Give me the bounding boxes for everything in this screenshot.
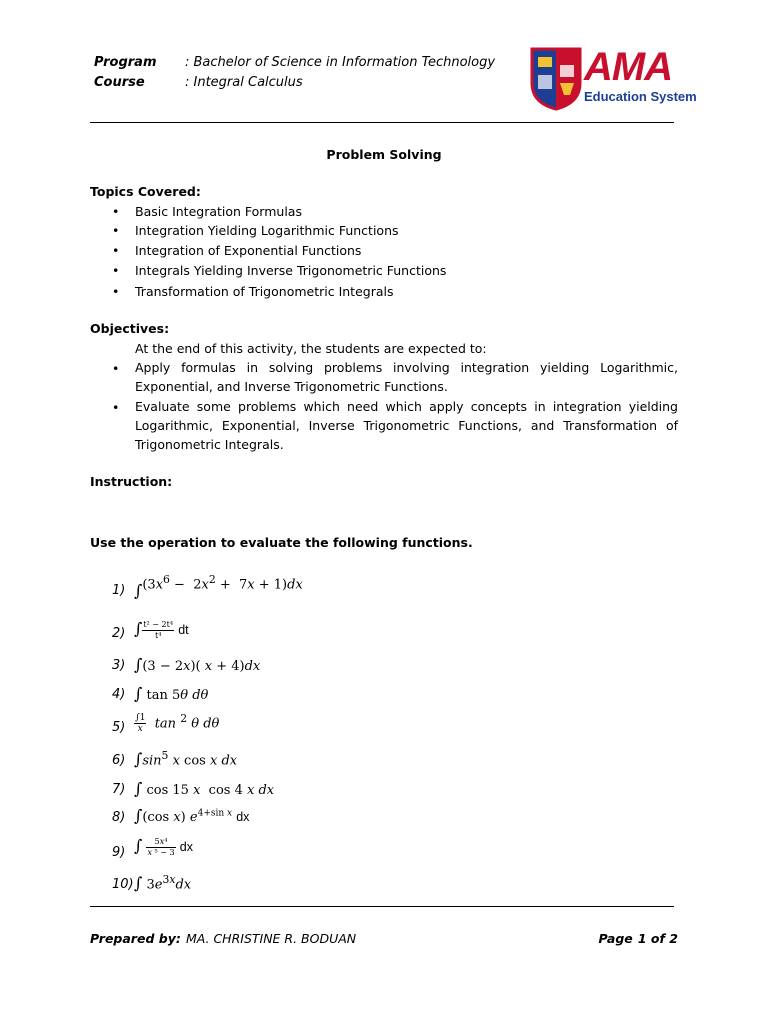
problem-number: 6)	[112, 753, 126, 768]
problem-4-formula: ∫ tan 5θ dθ	[134, 684, 209, 703]
logo-subtitle: Education System	[584, 89, 697, 104]
bullet-icon: •	[112, 223, 120, 238]
bullet-icon: •	[112, 243, 120, 258]
prepared-by-name: MA. CHRISTINE R. BODUAN	[185, 931, 357, 946]
program-value: : Bachelor of Science in Information Technology	[185, 55, 496, 70]
problem-9-formula: ∫ $\frac{\text{5x⁴}}{\text{x ⁵ − 3}}$ dx	[134, 836, 193, 857]
objectives-heading: Objectives:	[90, 321, 170, 336]
prepared-by-label: Prepared by:	[90, 931, 181, 946]
page-label: Page	[598, 931, 633, 946]
page-number: 1 of 2	[637, 931, 678, 946]
page-title: Problem Solving	[326, 147, 442, 162]
objective-item: Apply formulas in solving problems involving integration yielding Logarithmic, Exponential, and Inverse Trigonometric Functions.	[135, 360, 678, 394]
instruction-heading: Instruction:	[90, 474, 173, 489]
header-rule	[90, 122, 674, 123]
problem-number: 8)	[112, 810, 126, 825]
problem-number: 2)	[112, 626, 126, 641]
problem-8-formula: ∫(cos x) $e^{4+sin x}$ dx	[134, 806, 250, 825]
bullet-icon: •	[112, 263, 120, 278]
problem-number: 7)	[112, 782, 126, 797]
objective-item: Evaluate some problems which need which apply concepts in integration yielding Logarithmic, Exponential, Inverse Trigonometric Functions, and Transformation of Trigonometric Integrals.	[135, 399, 678, 452]
course-label: Course	[94, 75, 145, 90]
topic-item: Transformation of Trigonometric Integrals	[135, 284, 394, 299]
problem-number: 9)	[112, 845, 126, 860]
bullet-icon: •	[112, 361, 120, 376]
problems-heading: Use the operation to evaluate the following functions.	[90, 535, 473, 550]
topics-heading: Topics Covered:	[90, 184, 201, 199]
problem-10-formula: ∫ $3e^{3x}dx$	[134, 873, 192, 893]
problem-7-formula: ∫ cos 15 x cos 4 x dx	[134, 779, 275, 798]
problem-number: 1)	[112, 583, 126, 598]
bullet-icon: •	[112, 400, 120, 415]
problem-number: 10)	[112, 877, 134, 892]
topic-item: Integrals Yielding Inverse Trigonometric Functions	[135, 263, 447, 278]
prepared-by	[90, 928, 356, 947]
footer-rule	[90, 906, 674, 907]
problem-2-formula: ∫ $\frac{\text{t² − 2t⁴}}{\text{t⁴}}$ dt	[134, 619, 189, 640]
page-indicator	[599, 928, 678, 947]
bullet-icon: •	[112, 204, 120, 219]
topic-item: Basic Integration Formulas	[135, 204, 302, 219]
problem-number: 4)	[112, 687, 126, 702]
program-label: Program	[94, 55, 157, 70]
ama-logo	[530, 45, 697, 111]
course-value: : Integral Calculus	[185, 75, 303, 90]
problem-1-formula: $\int(3x^6 - 2x^2 + 7x + 1)dx$	[134, 573, 303, 601]
problem-3-formula: ∫(3 − 2x)( x + 4)dx	[134, 655, 261, 674]
problem-number: 3)	[112, 658, 126, 673]
bullet-icon: •	[112, 284, 120, 299]
problem-5-formula: $\frac{\int 1}{x}$ tan $^2$ θ dθ	[135, 712, 220, 735]
topic-item: Integration Yielding Logarithmic Functions	[135, 223, 399, 238]
topic-item: Integration of Exponential Functions	[135, 243, 362, 258]
objectives-intro: At the end of this activity, the students are expected to:	[135, 341, 487, 356]
logo-name: AMA	[584, 45, 673, 89]
problem-number: 5)	[112, 720, 126, 735]
problem-6-formula: $\int\sin^5$ x cos x dx	[134, 749, 238, 769]
